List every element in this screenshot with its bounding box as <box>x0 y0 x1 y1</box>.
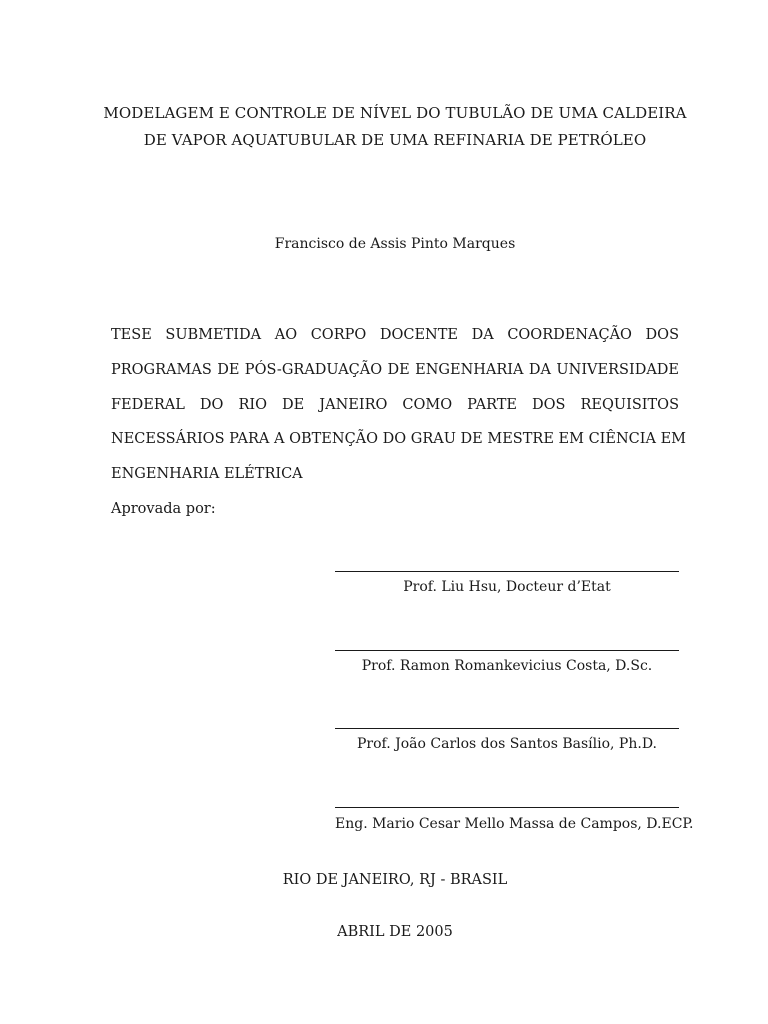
signature-line <box>335 728 679 729</box>
committee-member-name: Prof. João Carlos dos Santos Basílio, Ph.D. <box>357 736 657 752</box>
committee-member-name: Eng. Mario Cesar Mello Massa de Campos, D.ECP. <box>335 816 694 832</box>
thesis-statement-line-1: TESE SUBMETIDA AO CORPO DOCENTE DA COORDENAÇÃO DOS <box>111 327 679 343</box>
signature-line <box>335 650 679 651</box>
thesis-title-line-2: DE VAPOR AQUATUBULAR DE UMA REFINARIA DE PETRÓLEO <box>143 131 647 149</box>
thesis-statement-line-3: FEDERAL DO RIO DE JANEIRO COMO PARTE DOS REQUISITOS <box>111 397 679 413</box>
thesis-statement-line-5: ENGENHARIA ELÉTRICA <box>111 466 303 482</box>
thesis-title-line-1: MODELAGEM E CONTROLE DE NÍVEL DO TUBULÃO DE UMA CALDEIRA <box>103 104 687 122</box>
signature-line <box>335 571 679 572</box>
committee-member-name: Prof. Liu Hsu, Docteur d’Etat <box>403 579 611 595</box>
thesis-statement-line-2: PROGRAMAS DE PÓS-GRADUAÇÃO DE ENGENHARIA DA UNIVERSIDADE <box>111 362 679 378</box>
place-of-publication: RIO DE JANEIRO, RJ - BRASIL <box>282 872 508 888</box>
committee-member-name: Prof. Ramon Romankevicius Costa, D.Sc. <box>361 658 653 674</box>
signature-line <box>335 807 679 808</box>
publication-date: ABRIL DE 2005 <box>337 924 453 940</box>
author-name: Francisco de Assis Pinto Marques <box>274 236 516 252</box>
thesis-statement-line-4: NECESSÁRIOS PARA A OBTENÇÃO DO GRAU DE MESTRE EM CIÊNCIA EM <box>111 431 686 447</box>
approved-by-label: Aprovada por: <box>111 501 216 517</box>
